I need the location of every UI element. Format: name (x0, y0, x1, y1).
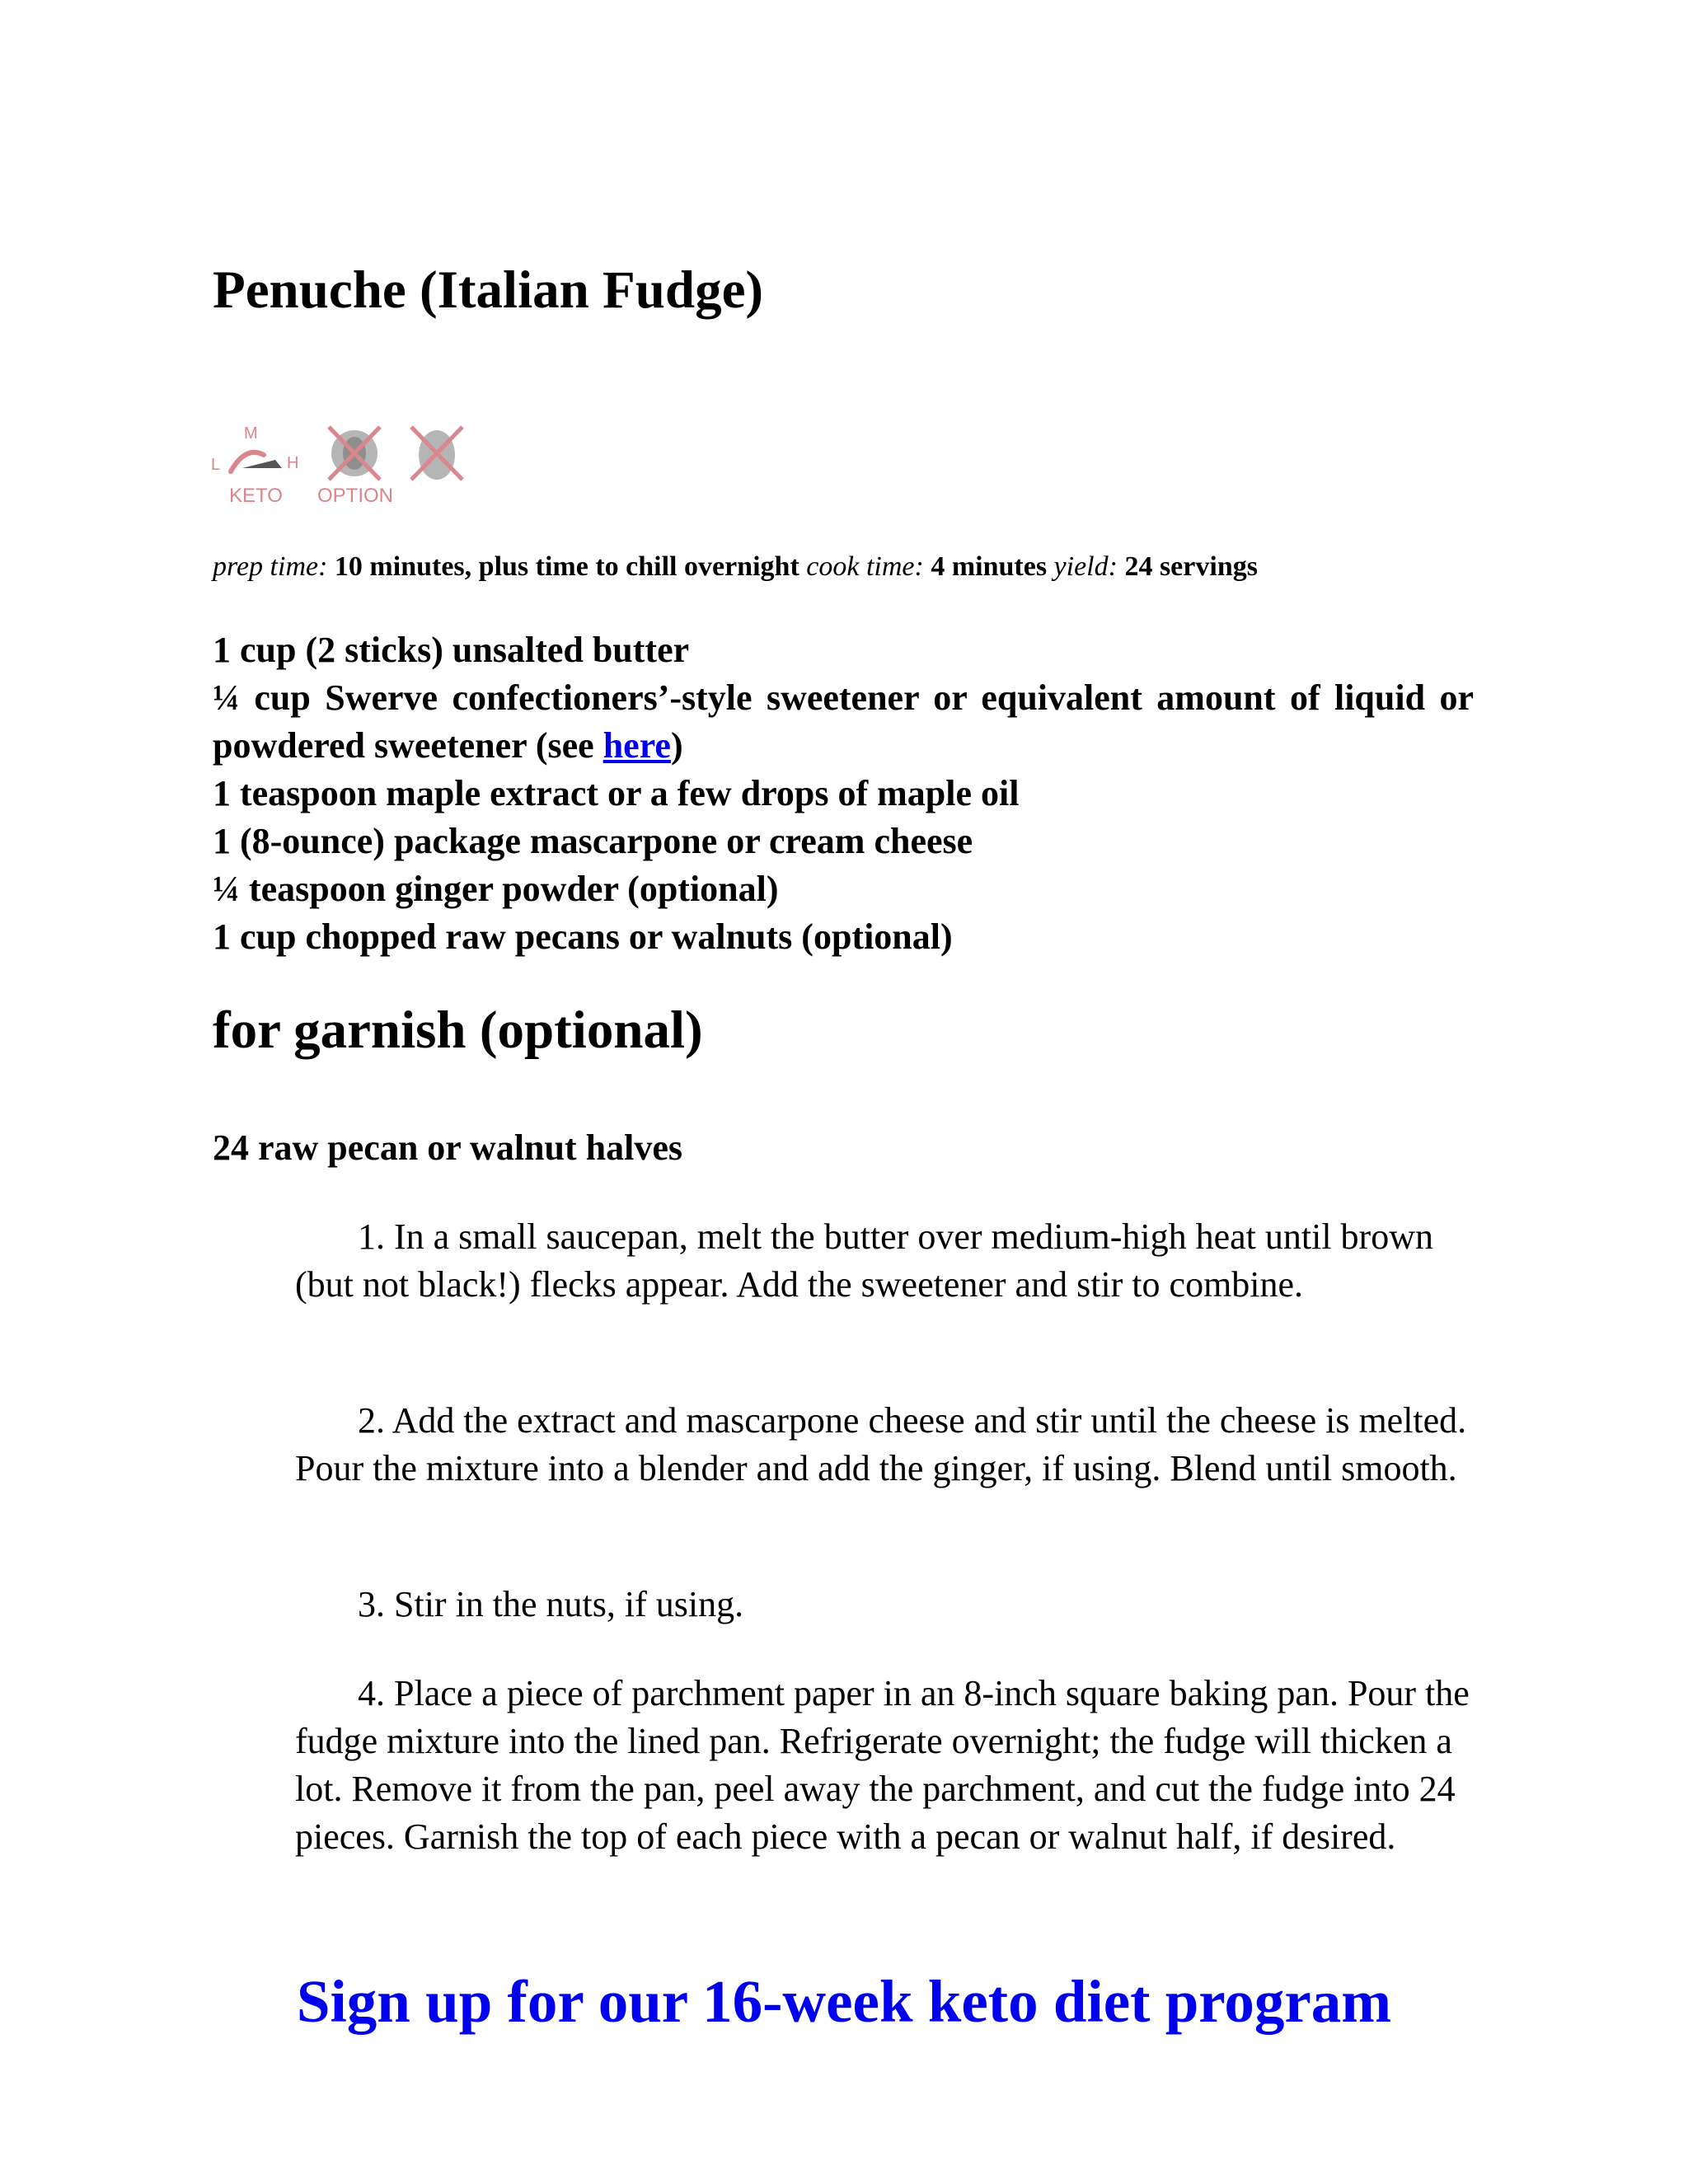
prep-time-label: prep time: (213, 551, 328, 582)
yield-value: 24 servings (1124, 551, 1258, 582)
ingredient-list (213, 626, 1474, 961)
yield-label: yield: (1053, 551, 1118, 582)
recipe-title: Penuche (Italian Fudge) (213, 260, 764, 320)
ingredient-item: 1 (8-ounce) package mascarpone or cream cheese (213, 821, 973, 861)
sweetener-link[interactable]: here (603, 725, 671, 766)
ingredient-link-close: ) (670, 725, 683, 766)
cook-time-value: 4 minutes (931, 551, 1048, 582)
instruction-step: 2. Add the extract and mascarpone cheese and stir until the cheese is melted. Pour the mixture into a blender and add the ginger, if using. Blend until smooth. (295, 1400, 1467, 1488)
garnish-item: 24 raw pecan or walnut halves (213, 1127, 682, 1168)
keto-meter-mark-h: H (287, 454, 299, 472)
keto-badge-label: KETO (229, 485, 283, 507)
option-badge-label: OPTION (317, 485, 394, 507)
ingredient-item: 1 cup (2 sticks) unsalted butter (213, 630, 690, 670)
ingredient-text: ¼ cup Swerve confectioners’-style sweetener or equivalent amount of liquid or powdered sweetener (see (213, 677, 1474, 766)
prep-time-value: 10 minutes, plus time to chill overnight (334, 551, 799, 582)
keto-program-signup-link[interactable]: Sign up for our 16-week keto diet program (296, 1968, 1392, 2035)
instruction-step: 4. Place a piece of parchment paper in an 8-inch square baking pan. Pour the fudge mixture into the lined pan. Refrigerate overnight; the fudge will thicken a lot. Remove it from the pan, peel away the parchment, and cut the fudge into 24 pieces. Garnish the top of each piece with a pecan or walnut half, if desired. (295, 1673, 1470, 1857)
recipe-meta (213, 551, 1258, 583)
ingredient-item: 1 cup chopped raw pecans or walnuts (optional) (213, 916, 953, 957)
instruction-step: 1. In a small saucepan, melt the butter over medium-high heat until brown (but not black!) flecks appear. Add the sweetener and stir to combine. (295, 1216, 1433, 1305)
ingredient-item: 1 teaspoon maple extract or a few drops of maple oil (213, 773, 1020, 813)
dairy-free-crossed-icon (317, 420, 394, 507)
keto-meter-mark-m: M (244, 424, 258, 443)
garnish-heading: for garnish (optional) (213, 1001, 703, 1060)
ingredient-item: ¼ teaspoon ginger powder (optional) (213, 869, 779, 909)
recipe-badges (206, 420, 478, 519)
egg-free-crossed-icon (400, 420, 474, 486)
keto-meter-icon (206, 420, 313, 507)
instruction-step: 3. Stir in the nuts, if using. (358, 1584, 744, 1624)
keto-meter-mark-l: L (211, 456, 221, 474)
cook-time-label: cook time: (806, 551, 924, 582)
ingredient-item (213, 674, 1474, 770)
